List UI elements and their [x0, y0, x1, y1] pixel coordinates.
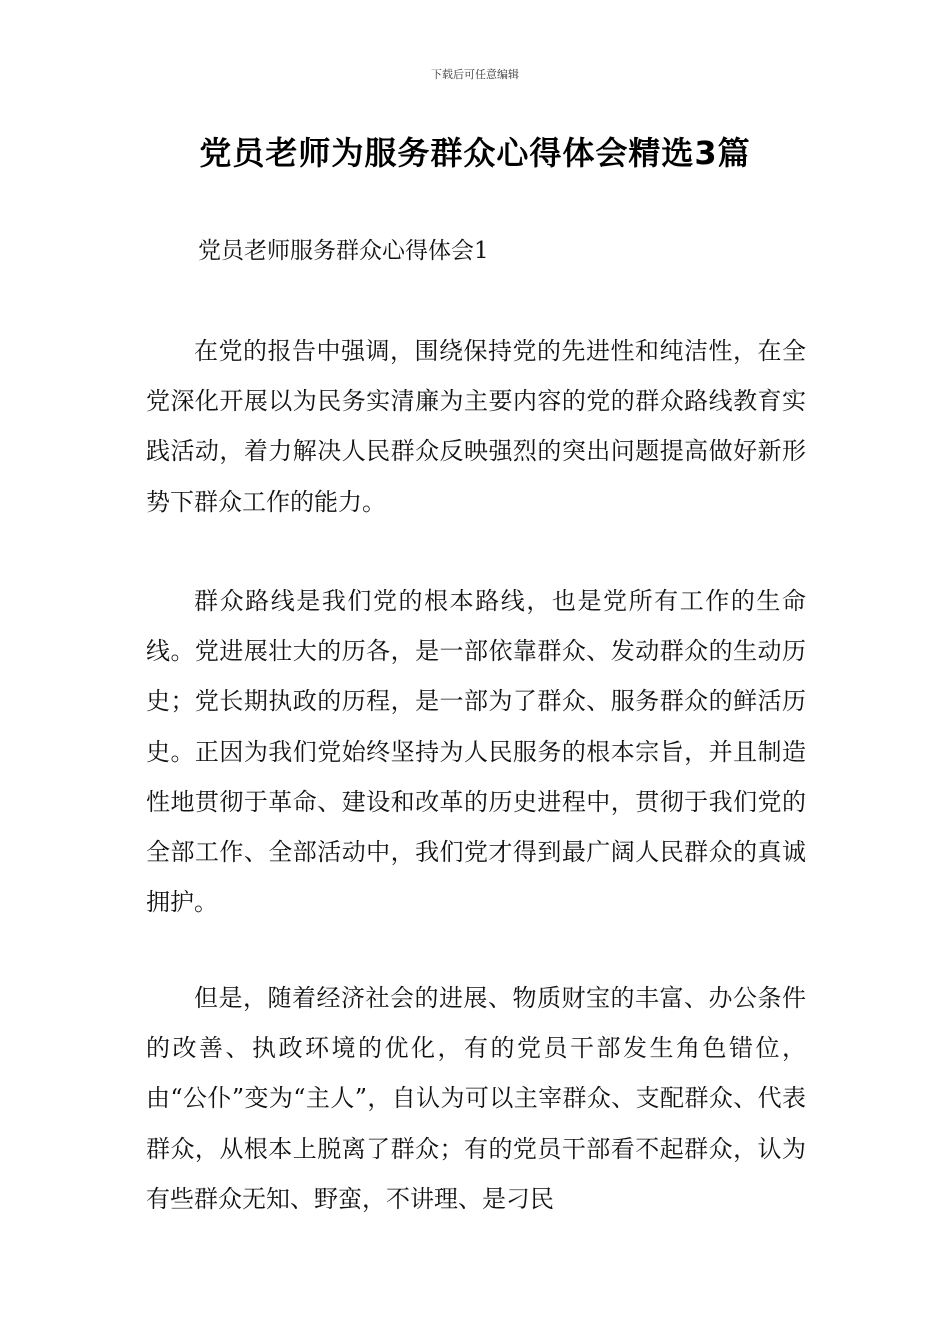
paragraph-1: 在党的报告中强调，围绕保持党的先进性和纯洁性，在全党深化开展以为民务实清廉为主要内容的党的群众路线教育实践活动，着力解决人民群众反映强烈的突出问题提高做好新形势下群众工作的能力。 — [146, 337, 806, 516]
section-subtitle: 党员老师服务群众心得体会1 — [198, 238, 489, 264]
document-title: 党员老师为服务群众心得体会精选3篇 — [199, 134, 751, 172]
header-note: 下载后可任意编辑 — [431, 68, 519, 81]
paragraph-2: 群众路线是我们党的根本路线，也是党所有工作的生命线。党进展壮大的历各，是一部依靠群众、发动群众的生动历史；党长期执政的历程，是一部为了群众、服务群众的鲜活历史。正因为我们党始终坚持为人民服务的根本宗旨，并且制造性地贯彻于革命、建设和改革的历史进程中，贯彻于我们党的全部工作、全部活动中，我们党才得到最广阔人民群众的真诚拥护。 — [146, 587, 806, 917]
paragraph-3: 但是，随着经济社会的进展、物质财宝的丰富、办公条件的改善、执政环境的优化，有的党员干部发生角色错位，由“公仆”变为“主人”，自认为可以主宰群众、支配群众、代表群众，从根本上脱离了群众；有的党员干部看不起群众，认为有些群众无知、野蛮，不讲理、是刁民 — [146, 984, 806, 1213]
